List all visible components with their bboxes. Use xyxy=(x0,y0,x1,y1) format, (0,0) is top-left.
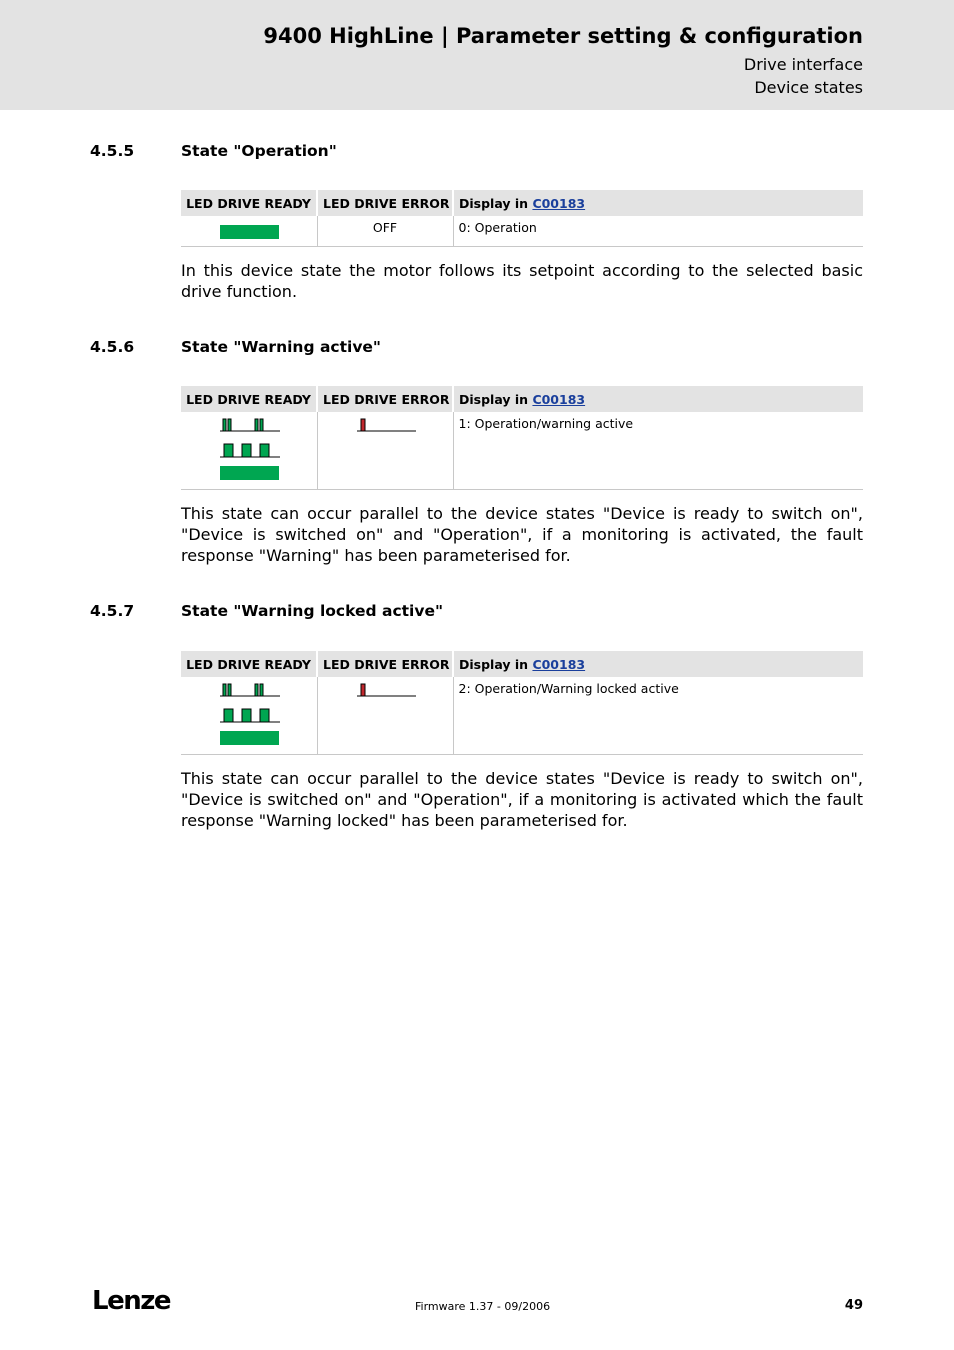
section-number: 4.5.6 xyxy=(90,338,135,356)
display-prefix: Display in xyxy=(459,656,529,672)
header-chapter: Drive interface xyxy=(743,55,863,74)
led-error-cell: OFF xyxy=(317,216,453,246)
led-ready-header: LED DRIVE READY xyxy=(181,651,317,677)
lenze-logo: Lenze xyxy=(92,1286,170,1316)
state-table-warning-locked xyxy=(181,651,863,755)
section-title: State "Operation" xyxy=(181,142,337,160)
state-table-operation xyxy=(181,190,863,247)
header-section: Device states xyxy=(754,78,863,97)
c00183-link[interactable]: C00183 xyxy=(532,391,586,407)
led-ready-cell xyxy=(181,677,317,755)
led-error-header: LED DRIVE ERROR xyxy=(317,190,453,216)
led-ready-header: LED DRIVE READY xyxy=(181,190,317,216)
led-ready-pattern-icon xyxy=(186,416,312,486)
section-number: 4.5.7 xyxy=(90,602,135,620)
display-header xyxy=(453,386,863,412)
c00183-link[interactable]: C00183 xyxy=(532,656,586,672)
led-ready-pattern-icon xyxy=(186,681,312,751)
display-value-cell: 2: Operation/Warning locked active xyxy=(453,677,863,755)
led-error-header: LED DRIVE ERROR xyxy=(317,651,453,677)
page-header xyxy=(0,0,954,110)
led-error-flash-icon xyxy=(323,681,449,701)
paragraph: This state can occur parallel to the device states "Device is ready to switch on", "Device is switched on" and "Operation", if a monitoring is activated, the fault response "Warning" has been parameterised for. xyxy=(181,504,863,565)
section-number: 4.5.5 xyxy=(90,142,135,160)
state-table-warning xyxy=(181,386,863,490)
display-header xyxy=(453,190,863,216)
header-title: 9400 HighLine | Parameter setting & configuration xyxy=(263,24,863,48)
led-ready-header: LED DRIVE READY xyxy=(181,386,317,412)
led-error-flash-icon xyxy=(323,416,449,436)
led-ready-cell xyxy=(181,412,317,490)
section-title: State "Warning active" xyxy=(181,338,382,356)
c00183-link[interactable]: C00183 xyxy=(532,195,586,211)
led-error-header: LED DRIVE ERROR xyxy=(317,386,453,412)
display-prefix: Display in xyxy=(459,391,529,407)
page-number: 49 xyxy=(844,1298,863,1313)
led-error-cell xyxy=(317,412,453,490)
display-value-cell: 1: Operation/warning active xyxy=(453,412,863,490)
firmware-version: Firmware 1.37 - 09/2006 xyxy=(415,1300,551,1313)
display-prefix: Display in xyxy=(459,195,529,211)
display-value-cell: 0: Operation xyxy=(453,216,863,246)
led-error-cell xyxy=(317,677,453,755)
paragraph: This state can occur parallel to the device states "Device is ready to switch on", "Device is switched on" and "Operation", if a monitoring is activated which the fault response "Warning locked" has been parameterised for. xyxy=(181,769,863,830)
paragraph: In this device state the motor follows its setpoint according to the selected basic drive function. xyxy=(181,261,863,301)
led-ready-on-icon xyxy=(186,220,312,240)
led-ready-cell xyxy=(181,216,317,246)
section-title: State "Warning locked active" xyxy=(181,602,444,620)
display-header xyxy=(453,651,863,677)
